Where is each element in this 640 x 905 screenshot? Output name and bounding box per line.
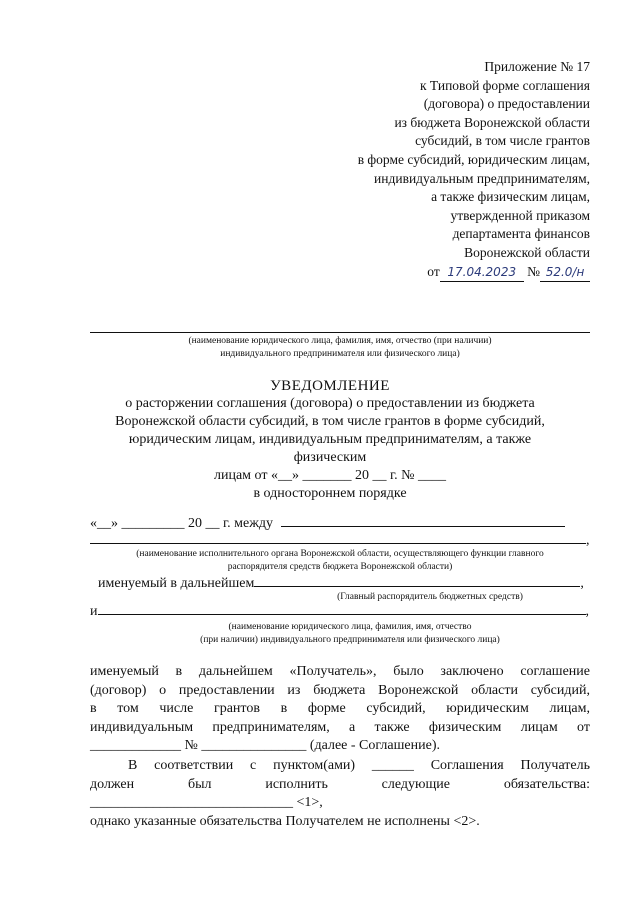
appendix-header: [358, 58, 590, 282]
appendix-line: индивидуальным предпринимателям,: [374, 170, 590, 186]
recipient-caption-line2: индивидуального предпринимателя или физического лица): [220, 349, 460, 359]
appendix-line: Воронежской области: [464, 244, 590, 260]
and-caption-line2: (при наличии) индивидуального предпринимателя или физического лица): [200, 635, 500, 645]
notice-title: [80, 377, 580, 503]
named-as-field[interactable]: [254, 586, 580, 587]
appendix-line: Приложение № 17: [484, 59, 590, 74]
executive-caption-line1: (наименование исполнительного органа Воронежской области, осуществляющего функции главного: [136, 549, 544, 559]
appendix-line: утвержденной приказом: [450, 207, 590, 223]
paragraph-line: однако указанные обязательства Получателем не исполнены <2>.: [90, 813, 480, 829]
named-label: именуемый в дальнейшем: [98, 576, 255, 591]
comma: ,: [585, 604, 589, 619]
and-row: [90, 603, 589, 621]
paragraph-line: именуемый в дальнейшем «Получатель», было заключено соглашение: [90, 664, 590, 679]
and-caption: [130, 621, 570, 647]
notice-subtitle-line: в одностороннем порядке: [253, 486, 407, 501]
executive-caption-line2: распорядителя средств бюджета Воронежской области): [227, 562, 453, 572]
recipient-caption-line1: (наименование юридического лица, фамилия, имя, отчество (при наличии): [188, 336, 492, 346]
date-prefix: от: [427, 263, 440, 279]
comma: ,: [586, 533, 590, 548]
paragraph-line: _____________________________ <1>,: [90, 795, 323, 810]
handwritten-date: 17.04.2023: [447, 264, 517, 279]
named-caption: (Главный распорядитель бюджетных средств): [337, 592, 523, 602]
appendix-line: к Типовой форме соглашения: [420, 77, 590, 93]
date-between-text: «__» _________ 20 __ г. между: [90, 516, 274, 531]
appendix-line: а также физическим лицам,: [431, 189, 590, 205]
second-party-field[interactable]: [98, 614, 586, 615]
paragraph-line: индивидуальным предпринимателям, а также физическим лицам от: [90, 719, 590, 735]
and-caption-line1: (наименование юридического лица, фамилия, имя, отчество: [228, 622, 472, 632]
number-prefix: №: [527, 263, 540, 279]
and-label: и: [90, 604, 98, 619]
executive-caption: [80, 548, 600, 574]
recipient-block: [90, 318, 590, 361]
executive-body-field[interactable]: [90, 543, 586, 544]
notice-subtitle-line: лицам от «__» _______ 20 __ г. № ____: [214, 468, 446, 483]
recipient-name-line[interactable]: [90, 318, 590, 333]
approval-number: [540, 263, 590, 283]
comma: ,: [580, 576, 584, 591]
notice-subtitle-line: Воронежской области субсидий, в том числе грантов в форме субсидий,: [115, 414, 545, 429]
appendix-line: из бюджета Воронежской области: [394, 114, 590, 130]
paragraph-agreement: [90, 663, 590, 756]
appendix-line: департамента финансов: [452, 226, 590, 242]
appendix-line: (договора) о предоставлении: [423, 96, 590, 112]
paragraph-line: в том числе грантов в форме субсидий, юридическим лицам,: [90, 701, 590, 716]
between-party-field[interactable]: [281, 526, 565, 527]
paragraph-line: В соответствии с пунктом(ами) ______ Соглашения Получатель: [128, 758, 590, 773]
appendix-line: субсидий, в том числе грантов: [415, 133, 590, 149]
notice-heading: УВЕДОМЛЕНИЕ: [270, 378, 390, 394]
approval-date-line: [358, 263, 590, 283]
appendix-line: в форме субсидий, юридическим лицам,: [357, 151, 590, 167]
notice-subtitle-line: о расторжении соглашения (договора) о предоставлении из бюджета: [125, 396, 535, 411]
handwritten-number: 52.0/н: [545, 264, 585, 279]
approval-date: [440, 263, 524, 283]
paragraph-line: (договор) о предоставлении из бюджета Воронежской области субсидий,: [90, 682, 590, 698]
notice-subtitle-line: физическим: [293, 450, 367, 465]
paragraph-obligations: [90, 757, 590, 831]
paragraph-line: должен был исполнить следующие обязательства:: [90, 776, 590, 792]
paragraph-line: _____________ № _______________ (далее - Соглашение).: [90, 738, 440, 753]
notice-subtitle-line: юридическим лицам, индивидуальным предпринимателям, а также: [128, 432, 532, 447]
date-between-row: [90, 515, 565, 533]
